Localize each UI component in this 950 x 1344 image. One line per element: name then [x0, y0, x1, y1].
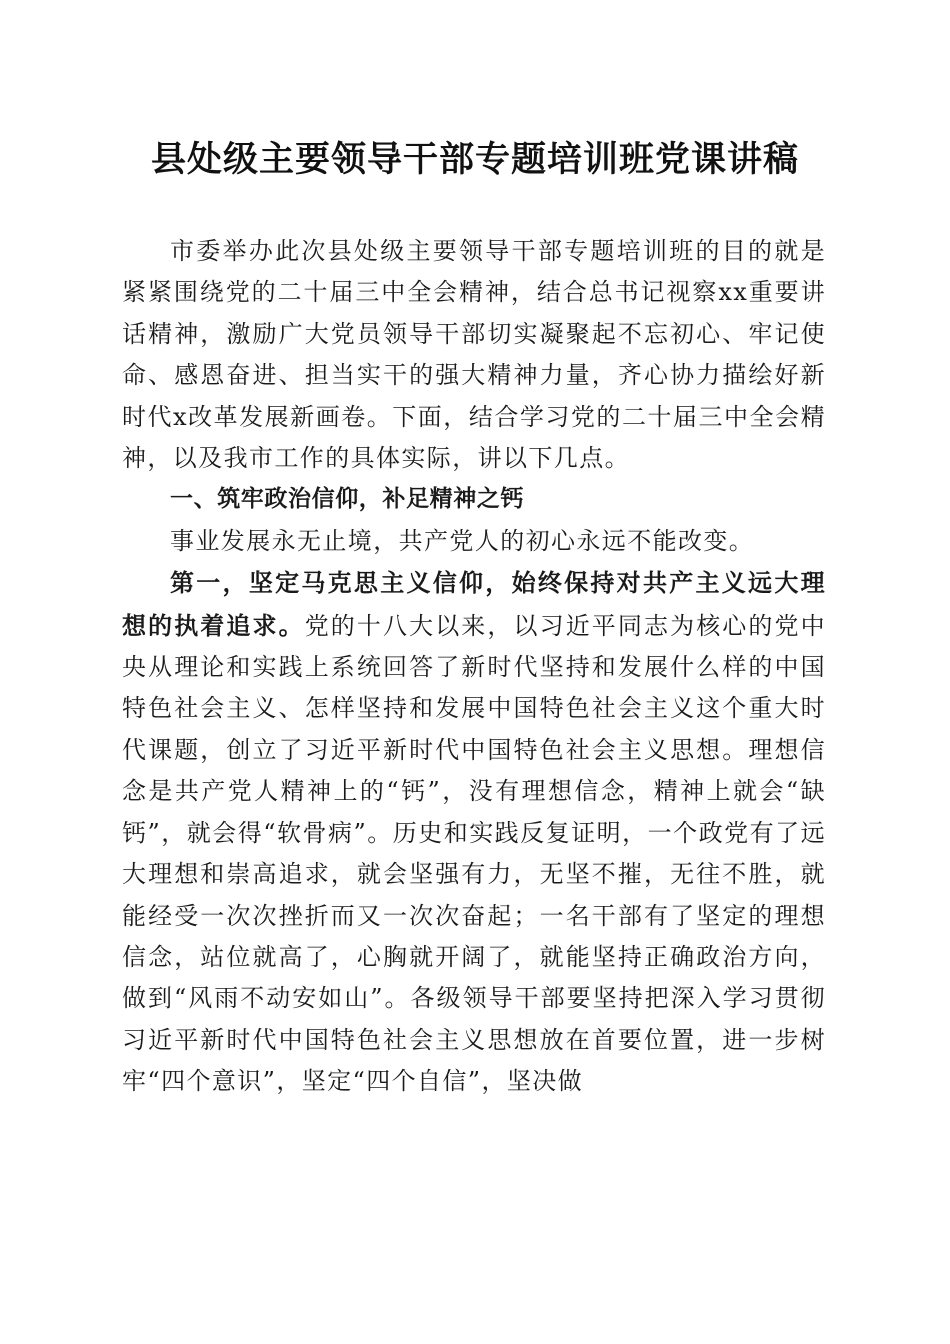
section-heading: 一、筑牢政治信仰，补足精神之钙 [170, 486, 524, 513]
section-intro-paragraph: 事业发展永无止境，共产党人的初心永远不能改变。 [170, 526, 755, 555]
point-one-paragraph [122, 562, 826, 1102]
document-body [122, 231, 826, 1103]
intro-paragraph: 市委举办此次县处级主要领导干部专题培训班的目的就是紧紧围绕党的二十届三中全会精神，结合总书记视察xx重要讲话精神，激励广大党员领导干部切实凝聚起不忘初心、牢记使命、感恩奋进、担当实干的强大精神力量，齐心协力描绘好新时代x改革发展新画卷。下面，结合学习党的二十届三中全会精神，以及我市工作的具体实际，讲以下几点。 [122, 237, 826, 473]
point-one-body: 党的十八大以来，以习近平同志为核心的党中央从理论和实践上系统回答了新时代坚持和发展什么样的中国特色社会主义、怎样坚持和发展中国特色社会主义这个重大时代课题，创立了习近平新时代中国特色社会主义思想。理想信念是共产党人精神上的“钙”，没有理想信念，精神上就会“缺钙”，就会得“软骨病”。历史和实践反复证明，一个政党有了远大理想和崇高追求，就会坚强有力，无坚不摧，无往不胜，就能经受一次次挫折而又一次次奋起；一名干部有了坚定的理想信念，站位就高了，心胸就开阔了，就能坚持正确政治方向，做到“风雨不动安如山”。各级领导干部要坚持把深入学习贯彻习近平新时代中国特色社会主义思想放在首要位置，进一步树牢“四个意识”，坚定“四个自信”，坚决做 [122, 611, 826, 1096]
point-one-lead: 第一，坚定马克思主义信仰，始终保持对共产主义远大理想的执着追求。 [122, 568, 826, 640]
document-title: 县处级主要领导干部专题培训班党课讲稿 [150, 139, 799, 180]
